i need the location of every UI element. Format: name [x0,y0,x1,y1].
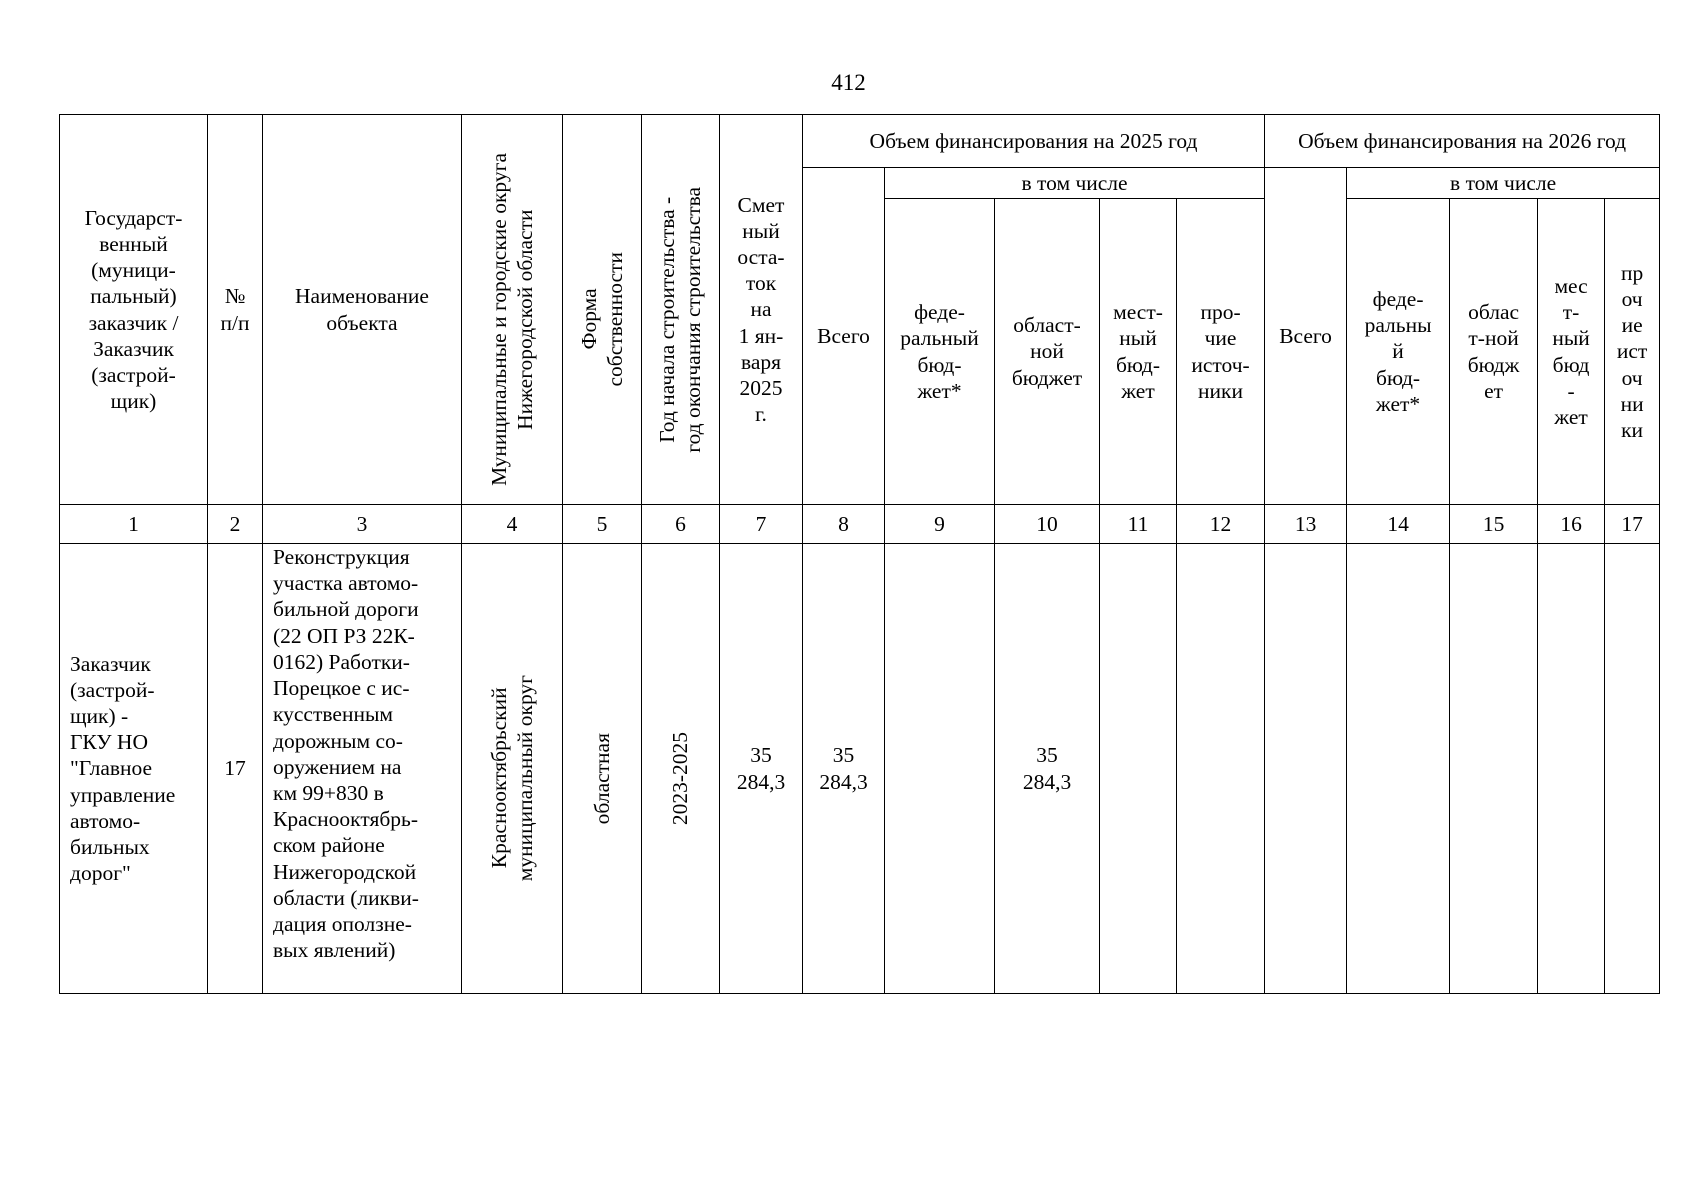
header-2025-regional: област- ной бюджет [995,199,1100,505]
cell-2026-local [1538,544,1605,994]
header-ownership-text: Форма собственности [576,252,627,387]
column-number: 10 [995,505,1100,544]
cell-2025-other [1177,544,1265,994]
cell-2026-other [1605,544,1660,994]
column-number: 13 [1265,505,1347,544]
column-number: 1 [60,505,208,544]
column-number: 16 [1538,505,1605,544]
header-municipality [462,115,563,505]
cell-municipality-text: Краснооктябрьский муниципальный округ [486,675,537,882]
header-2025-local: мест- ный бюд- жет [1100,199,1177,505]
column-number: 6 [642,505,720,544]
header-municipality-text: Муниципальные и городские округа Нижегородской области [486,153,537,486]
table-row [60,544,1660,994]
header-2025-including: в том числе [885,168,1265,199]
cell-2026-total [1265,544,1347,994]
column-number: 5 [563,505,642,544]
cell-ownership-text: областная [589,732,614,825]
column-number: 11 [1100,505,1177,544]
cell-2025-local [1100,544,1177,994]
financing-table [59,114,1660,994]
header-number: № п/п [208,115,263,505]
cell-object-name: Реконструкция участка автомо- бильной дороги (22 ОП РЗ 22К- 0162) Работки- Порецкое с ис- кусственным дорожным со- оружением на км 99+830 в Краснооктябрь- ском районе Нижегородской области (ликви- дация оползне- вых явлений) [263,544,462,994]
header-2026-federal: феде- ральны й бюд- жет* [1347,199,1450,505]
column-number: 4 [462,505,563,544]
column-numbers-row [60,505,1660,544]
cell-years-text: 2023-2025 [668,731,693,826]
column-number: 2 [208,505,263,544]
header-funding-2026: Объем финансирования на 2026 год [1265,115,1660,168]
header-years-text: Год начала строительства - год окончания строительства [655,186,706,453]
header-2025-other: про- чие источ- ники [1177,199,1265,505]
column-number: 17 [1605,505,1660,544]
header-customer: Государст- венный (муници- пальный) заказчик / Заказчик (застрой- щик) [60,115,208,505]
header-estimated-balance: Смет ный оста- ток на 1 ян- варя 2025 г. [720,115,803,505]
header-2026-total: Всего [1265,168,1347,505]
column-number: 15 [1450,505,1538,544]
page-number: 412 [831,70,866,95]
column-number: 3 [263,505,462,544]
header-years [642,115,720,505]
cell-years [642,544,720,994]
header-object-name: Наименование объекта [263,115,462,505]
cell-municipality [462,544,563,994]
header-2025-federal: феде- ральный бюд- жет* [885,199,995,505]
header-funding-2025: Объем финансирования на 2025 год [803,115,1265,168]
cell-2026-federal [1347,544,1450,994]
cell-2025-federal [885,544,995,994]
column-number: 12 [1177,505,1265,544]
header-2025-total: Всего [803,168,885,505]
header-2026-local: мес т- ный бюд - жет [1538,199,1605,505]
column-number: 8 [803,505,885,544]
cell-estimated-balance: 35 284,3 [720,544,803,994]
column-number: 7 [720,505,803,544]
cell-2026-regional [1450,544,1538,994]
cell-2025-regional: 35 284,3 [995,544,1100,994]
column-number: 14 [1347,505,1450,544]
header-2026-including: в том числе [1347,168,1660,199]
header-2026-regional: облас т-ной бюдж ет [1450,199,1538,505]
header-ownership [563,115,642,505]
cell-2025-total: 35 284,3 [803,544,885,994]
cell-number: 17 [208,544,263,994]
header-2026-other: пр оч ие ист оч ни ки [1605,199,1660,505]
cell-ownership [563,544,642,994]
column-number: 9 [885,505,995,544]
cell-customer: Заказчик (застрой- щик) - ГКУ НО "Главное управление автомо- бильных дорог" [60,544,208,994]
